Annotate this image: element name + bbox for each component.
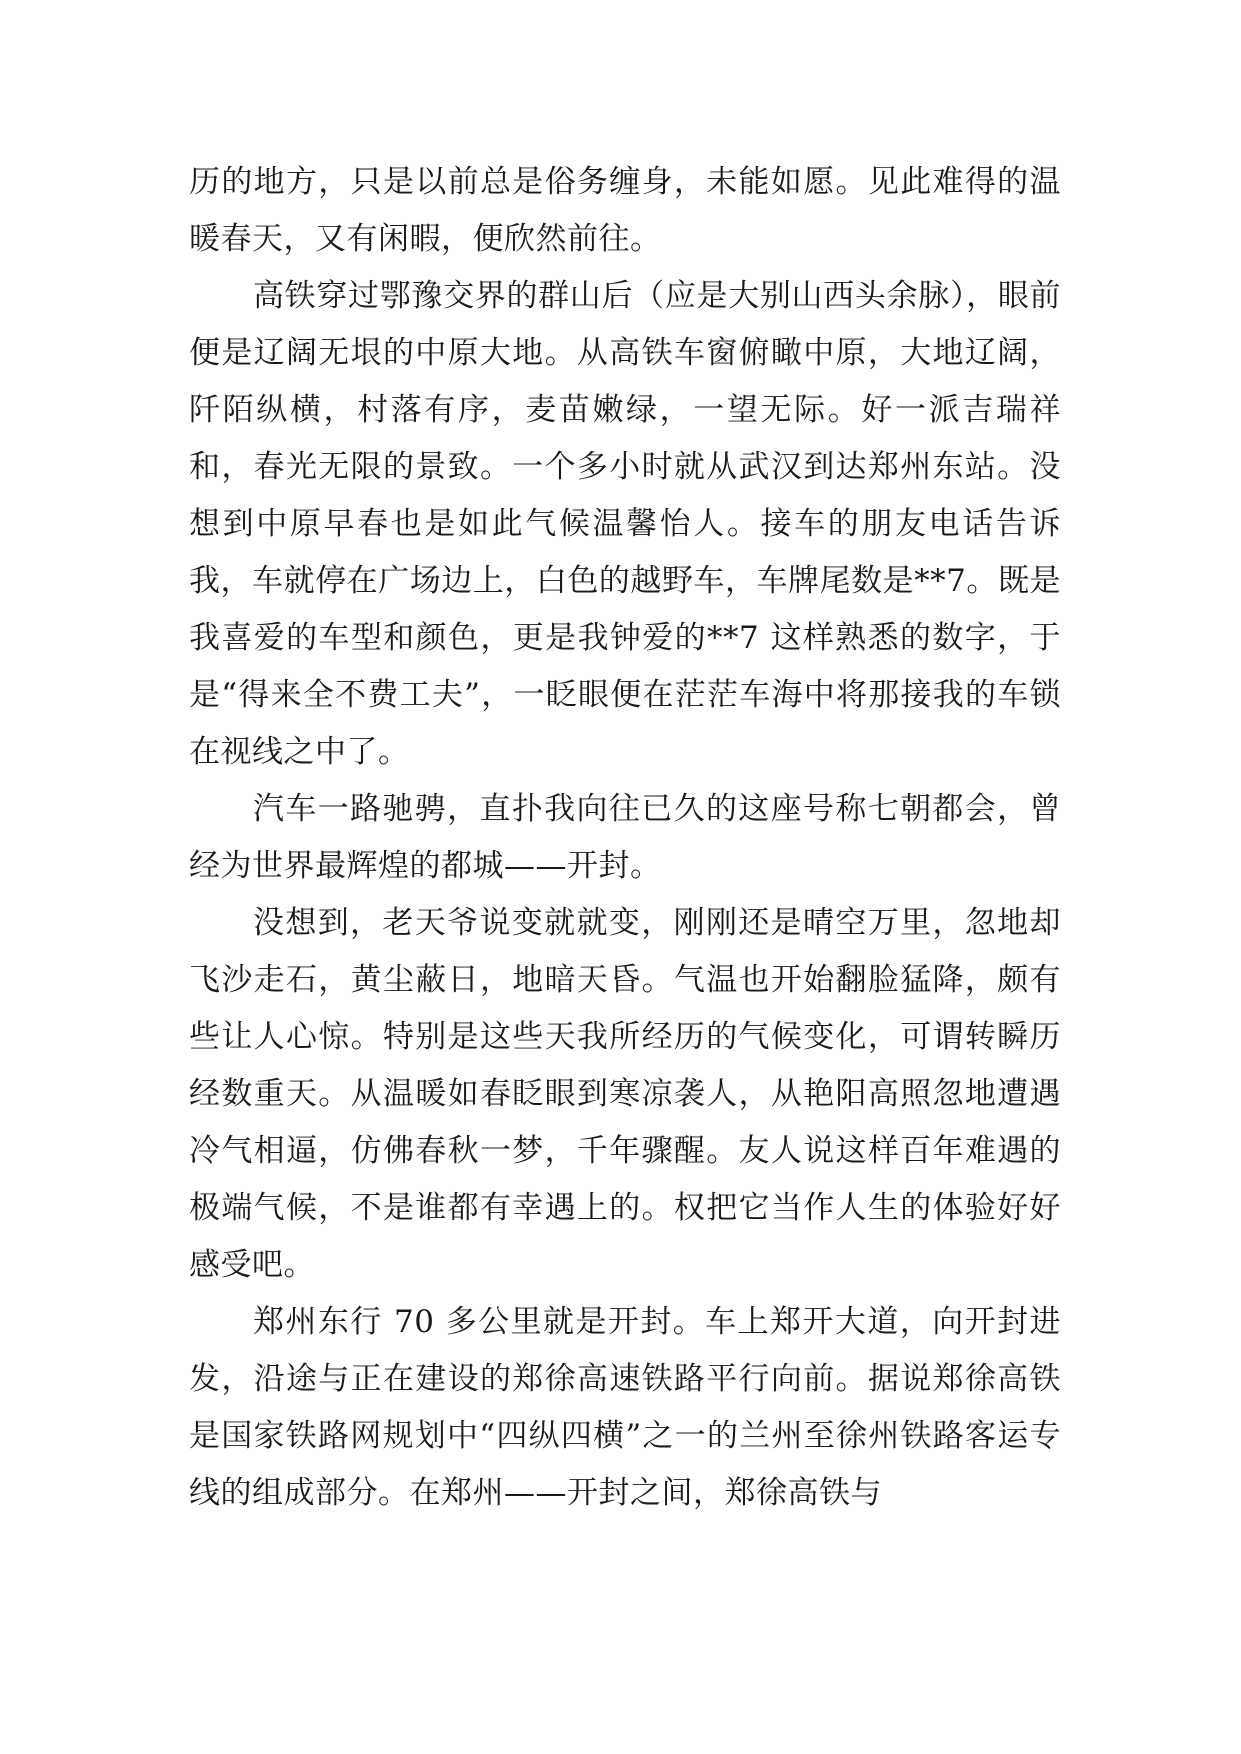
paragraph-1: 历的地方，只是以前总是俗务缠身，未能如愿。见此难得的温暖春天，又有闲暇，便欣然前往。 — [189, 164, 1061, 257]
paragraph-2: 高铁穿过鄂豫交界的群山后（应是大别山西头余脉），眼前便是辽阔无垠的中原大地。从高铁车窗俯瞰中原，大地辽阔，阡陌纵横，村落有序，麦苗嫩绿，一望无际。好一派吉瑞祥和，春光无限的景致。一个多小时就从武汉到达郑州东站。没想到中原早春也是如此气候温馨怡人。接车的朋友电话告诉我，车就停在广场边上，白色的越野车，车牌尾数是**7。既是我喜爱的车型和颜色，更是我钟爱的**7 这样熟悉的数字，于是“得来全不费工夫”，一眨眼便在茫茫车海中将那接我的车锁在视线之中了。 — [189, 278, 1061, 770]
paragraph-5: 郑州东行 70 多公里就是开封。车上郑开大道，向开封进发，沿途与正在建设的郑徐高速铁路平行向前。据说郑徐高铁是国家铁路网规划中“四纵四横”之一的兰州至徐州铁路客运专线的组成部分。在郑州——开封之间，郑徐高铁与 — [189, 1304, 1061, 1511]
paragraph-4: 没想到，老天爷说变就就变，刚刚还是晴空万里，忽地却飞沙走石，黄尘蔽日，地暗天昏。气温也开始翻脸猛降，颇有些让人心惊。特别是这些天我所经历的气候变化，可谓转瞬历经数重天。从温暖如春眨眼到寒凉袭人，从艳阳高照忽地遭遇冷气相逼，仿佛春秋一梦，千年骤醒。友人说这样百年难遇的极端气候，不是谁都有幸遇上的。权把它当作人生的体验好好感受吧。 — [189, 905, 1061, 1283]
paragraph-3: 汽车一路驰骋，直扑我向往已久的这座号称七朝都会，曾经为世界最辉煌的都城——开封。 — [189, 791, 1061, 884]
document-body — [189, 154, 1061, 1522]
